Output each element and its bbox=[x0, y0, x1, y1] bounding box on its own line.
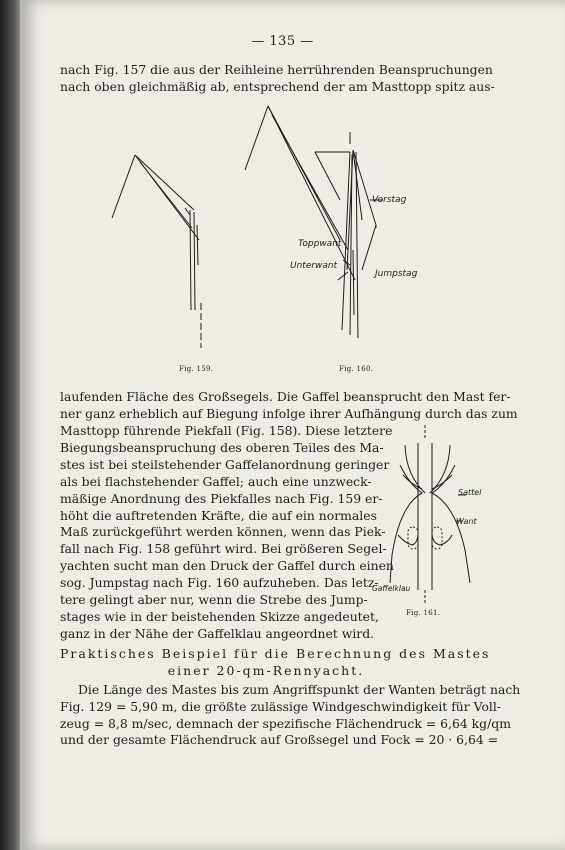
figure-161 bbox=[370, 425, 485, 605]
intro-line-2: nach oben gleichmäßig ab, entsprechend der am Masttopp spitz aus- bbox=[60, 78, 495, 94]
intro-paragraph bbox=[60, 62, 495, 96]
intro-line-1: nach Fig. 157 die aus der Reihleine herrührenden Beanspruchungen bbox=[60, 62, 493, 77]
gaffel-line-2: ner ganz erheblich auf Biegung infolge ihrer Aufhängung durch das zum bbox=[60, 405, 518, 421]
wrap-line-4: als bei flachstehender Gaffel; auch eine unzweck- bbox=[60, 473, 372, 489]
caption-fig-160: Fig. 160. bbox=[339, 365, 374, 373]
gaffel-line-1: laufenden Fläche des Großsegels. Die Gaffel beansprucht den Mast fer- bbox=[60, 389, 511, 404]
wrap-line-1: Masttopp führende Piekfall (Fig. 158). Diese letztere bbox=[60, 423, 393, 438]
wrap-line-10: sog. Jumpstag nach Fig. 160 aufzuheben. Das letz- bbox=[60, 575, 379, 591]
wrap-line-8: fall nach Fig. 158 geführt wird. Bei größeren Segel- bbox=[60, 541, 387, 557]
figure-159-160 bbox=[100, 100, 440, 365]
book-gutter-shadow bbox=[0, 0, 20, 850]
label-sattel: Sattel bbox=[458, 488, 482, 497]
label-vorstag: Vorstag bbox=[372, 195, 407, 205]
wrap-line-11: tere gelingt aber nur, wenn die Strebe des Jump- bbox=[60, 592, 368, 608]
fig-160-drawing bbox=[245, 106, 383, 338]
label-gaffelklau: Gaffelklau bbox=[372, 584, 411, 593]
caption-fig-161: Fig. 161. bbox=[406, 609, 441, 617]
heading-line-1: Praktisches Beispiel für die Berechnung des Mastes bbox=[60, 646, 491, 661]
wrap-line-12: stages wie in der beistehenden Skizze angedeutet, bbox=[60, 608, 379, 624]
label-toppwant: Toppwant bbox=[298, 239, 342, 249]
section-heading bbox=[60, 645, 491, 679]
wrap-line-6: höht die auftretenden Kräfte, die auf ein normales bbox=[60, 507, 377, 523]
wrap-line-9: yachten sucht man den Druck der Gaffel durch einen bbox=[60, 558, 394, 574]
page-number: — 135 — bbox=[251, 34, 314, 49]
calc-line-3: zeug = 8,8 m/sec, demnach der spezifische Flächendruck = 6,64 kg/qm bbox=[60, 715, 511, 731]
wrap-line-7: Maß zurückgeführt werden können, wenn das Piek- bbox=[60, 524, 386, 540]
calc-line-4: und der gesamte Flächendruck auf Großsegel und Fock = 20 · 6,64 = bbox=[60, 732, 499, 748]
gaffel-paragraph-wrap bbox=[60, 423, 394, 643]
wrap-line-13: ganz in der Nähe der Gaffelklau angeordnet wird. bbox=[60, 625, 375, 641]
caption-fig-159: Fig. 159. bbox=[179, 365, 214, 373]
label-jumpstag: Jumpstag bbox=[375, 269, 418, 279]
label-want: Want bbox=[456, 517, 477, 526]
wrap-line-3: stes ist bei steilstehender Gaffelanordnung geringer bbox=[60, 456, 390, 472]
wrap-line-2: Biegungsbeanspruchung des oberen Teiles des Ma- bbox=[60, 439, 384, 455]
calc-line-2: Fig. 129 = 5,90 m, die größte zulässige Windgeschwindigkeit für Voll- bbox=[60, 698, 502, 714]
calculation-paragraph bbox=[60, 682, 521, 749]
wrap-line-5: mäßige Anordnung des Piekfalles nach Fig. 159 er- bbox=[60, 490, 383, 506]
calc-line-1: Die Länge des Mastes bis zum Angriffspunkt der Wanten beträgt nach bbox=[78, 682, 521, 697]
heading-line-2: einer 20-qm-Rennyacht. bbox=[167, 663, 365, 678]
gaffel-paragraph-start bbox=[60, 389, 518, 423]
fig-159-drawing bbox=[112, 155, 201, 348]
label-unterwant: Unterwant bbox=[290, 261, 338, 271]
